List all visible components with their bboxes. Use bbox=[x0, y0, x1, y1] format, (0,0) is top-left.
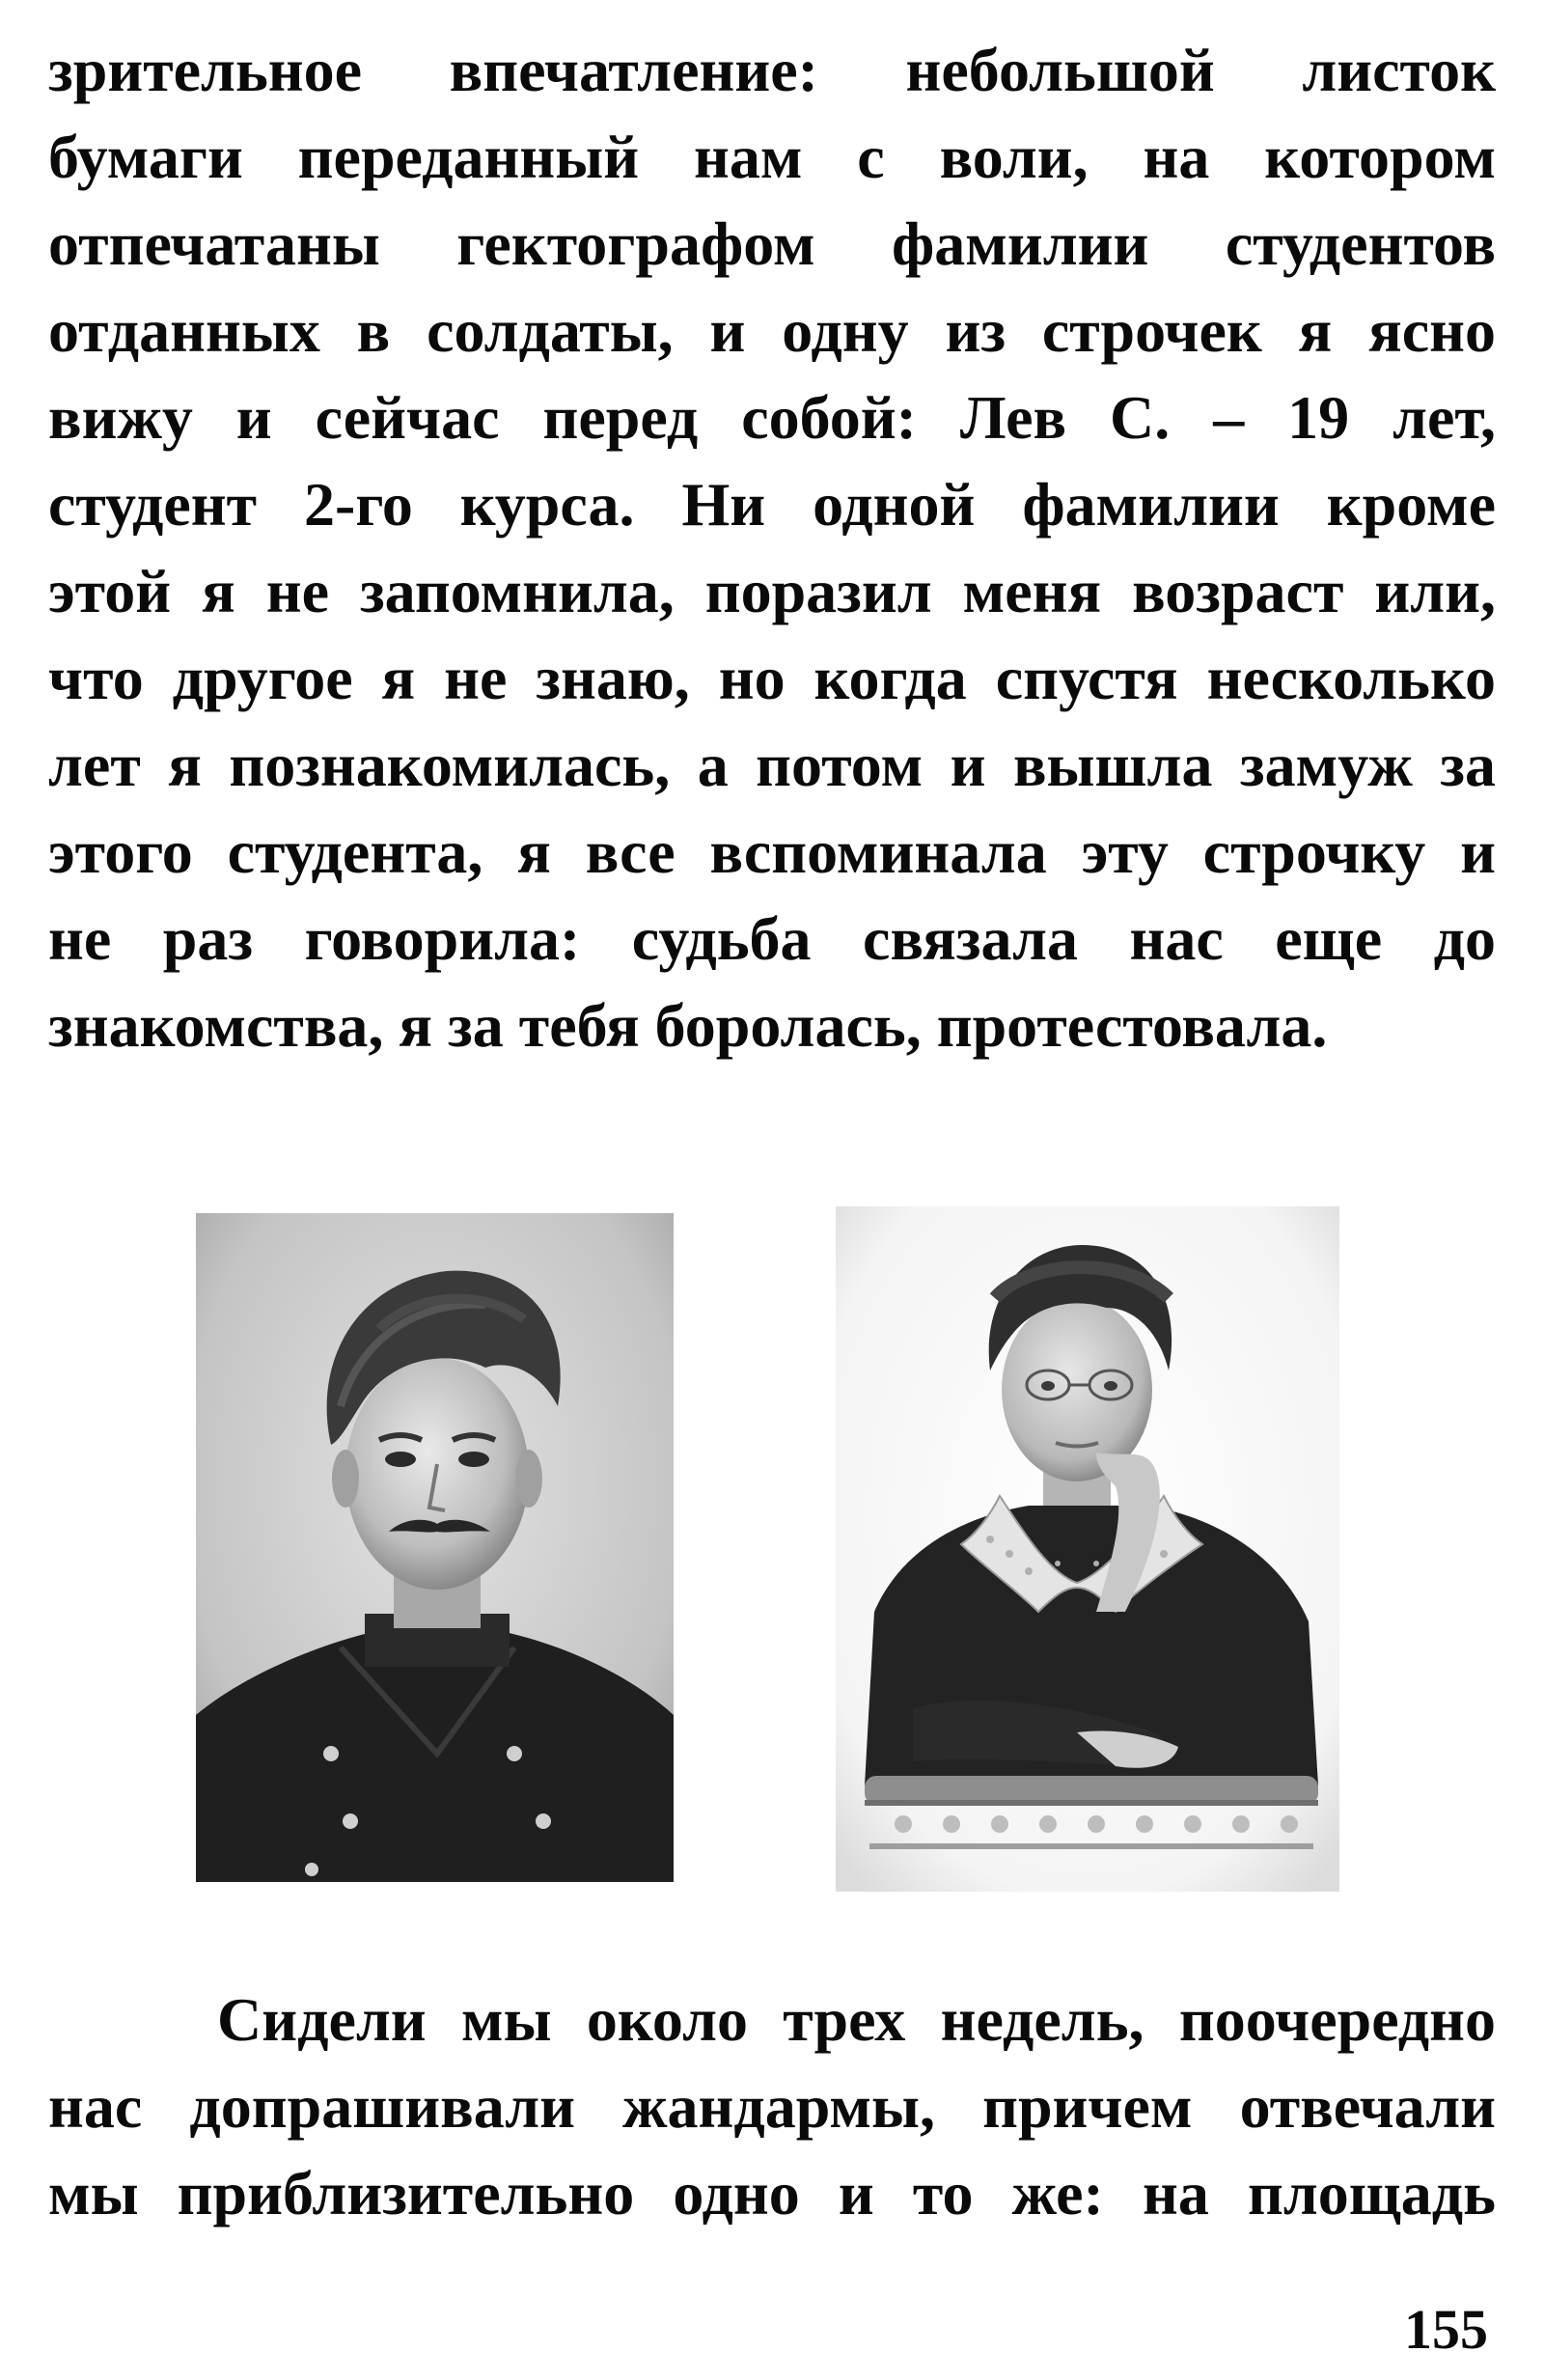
text-line: отпечатаны гектографом фамилии студентов bbox=[48, 209, 1496, 278]
photo-young-man bbox=[196, 1213, 674, 1882]
paragraph-1 bbox=[48, 27, 1496, 1069]
text-line: мы приблизительно одно и то же: на площадь bbox=[48, 2159, 1496, 2228]
text-line: отданных в солдаты, и одну из строчек я ясно bbox=[48, 296, 1496, 365]
text-line: нас допрашивали жандармы, причем отвечали bbox=[48, 2072, 1496, 2141]
text-line: этого студента, я все вспоминала эту строчку и bbox=[48, 817, 1496, 886]
text-line: Сидели мы около трех недель, поочередно bbox=[217, 1985, 1496, 2054]
text-line: бумаги переданный нам с воли, на котором bbox=[48, 123, 1496, 191]
photo-woman-image bbox=[836, 1206, 1339, 1892]
paragraph-2 bbox=[48, 1977, 1496, 2237]
text-line: лет я познакомилась, а потом и вышла замуж за bbox=[48, 731, 1496, 799]
text-line: этой я не запомнила, поразил меня возраст или, bbox=[48, 557, 1496, 625]
text-line: зрительное впечатление: небольшой листок bbox=[48, 36, 1496, 104]
text-line: студент 2-го курса. Ни одной фамилии кроме bbox=[48, 470, 1496, 539]
photo-woman bbox=[836, 1206, 1339, 1892]
page-number: 155 bbox=[1404, 2298, 1488, 2361]
text-line: что другое я не знаю, но когда спустя несколько bbox=[48, 644, 1496, 712]
text-line: вижу и сейчас перед собой: Лев С. – 19 лет, bbox=[48, 383, 1496, 452]
text-line: не раз говорила: судьба связала нас еще до bbox=[48, 904, 1496, 973]
photo-young-man-image bbox=[196, 1213, 674, 1882]
text-line: знакомства, я за тебя боролась, протестовала. bbox=[48, 991, 1328, 1060]
